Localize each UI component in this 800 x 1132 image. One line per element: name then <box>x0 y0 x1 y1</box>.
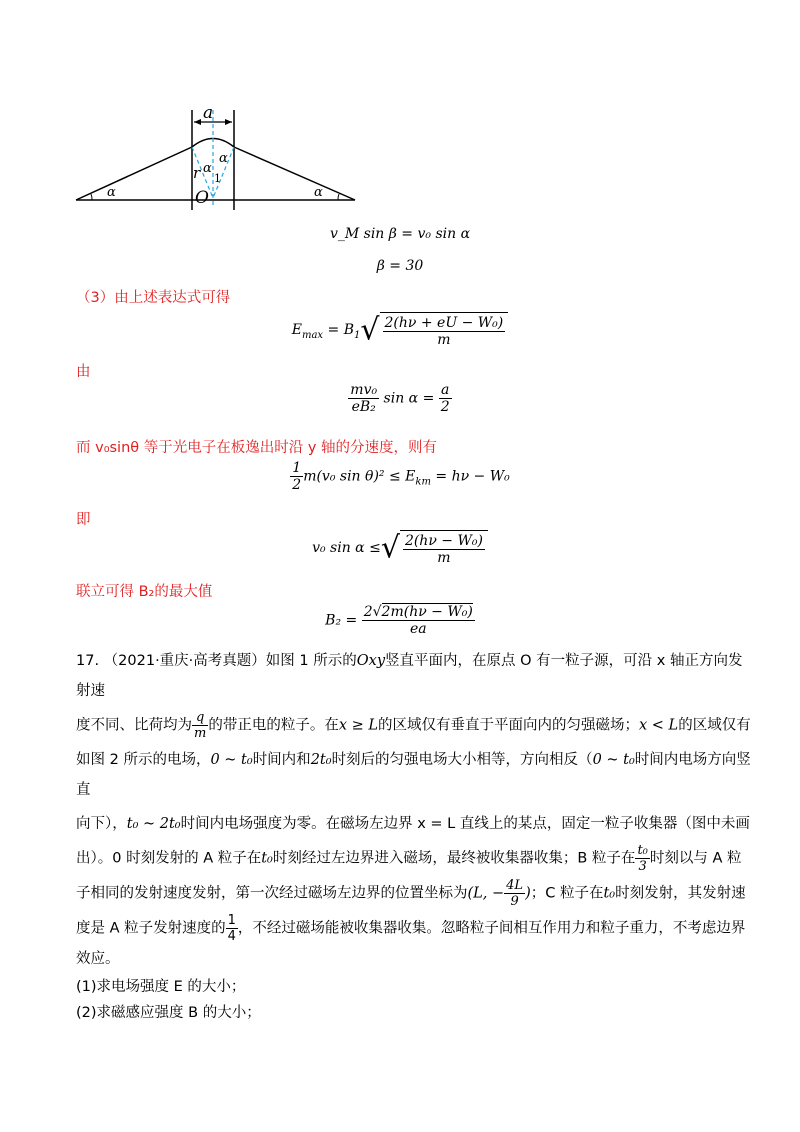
geometry-figure <box>70 100 370 215</box>
label-1: 1 <box>214 172 221 185</box>
question-2: (2)求磁感应强度 B 的大小； <box>76 1005 261 1021</box>
label-alpha-inner1: α <box>203 161 212 176</box>
you-label: 由 <box>76 364 91 380</box>
label-alpha-left: α <box>107 185 116 200</box>
equation-beta: β = 30 <box>376 258 424 274</box>
part3-intro: （3）由上述表达式可得 <box>76 290 231 306</box>
problem-line-7: 度是 A 粒子发射速度的 $\frac{1}{4}$ ，不经过磁场能被收集器收集。忽略粒子间相互作用力和粒子重力，不考虑边界 <box>76 913 746 944</box>
equation-emax: $E_{max} = B_1√$ $\frac{\text{2(hν + eU − W₀)}}{m}$ <box>0 312 800 348</box>
label-alpha-right: α <box>314 185 323 200</box>
left-slope <box>76 147 192 200</box>
equation-energy: $\frac{1}{2}$ m(v₀ $\sin \theta)^2 \le E_{km} = h\nu - W_0$ <box>292 460 510 493</box>
problem-17 <box>76 646 756 1026</box>
right-slope <box>234 147 355 200</box>
equation-radius: $\frac{\text{mv₀}}{\text{eB₂}}$ sin α = $\frac{a}{2}$ <box>350 382 450 415</box>
problem-line-6: 子相同的发射速度发射，第一次经过磁场左边界的位置坐标为(L, − $\frac{4L}{9}$ )；C 粒子在t₀时刻发射，其发射速 <box>76 878 746 909</box>
equation-v0: v₀ sin α ≤√ $\frac{\text{2(hν − W₀)}}{m}$ <box>0 530 800 566</box>
equation-b2: B₂ = $\frac{\text{2√2m(hν − W₀)}}{ea}$ <box>325 604 473 637</box>
equation-vm: v_M sin β = v₀ sin α <box>329 226 471 242</box>
problem-line-8: 效应。 <box>76 951 120 967</box>
label-a: a <box>203 103 214 123</box>
problem-line-4: 向下），t₀ ~ 2t₀时间内电场强度为零。在磁场左边界 x = L 直线上的某点，固定一粒子收集器（图中未画 <box>76 816 750 832</box>
problem-line-1: 17. （2021·重庆·高考真题）如图 1 所示的Oxy竖直平面内，在原点 O 有一粒子源，可沿 x 轴正方向发射速 <box>76 653 743 699</box>
question-1: (1)求电场强度 E 的大小； <box>76 979 246 995</box>
label-alpha-inner2: α <box>219 151 228 166</box>
label-O: O <box>195 188 209 208</box>
text-er: 而 v₀sinθ 等于光电子在板逸出时沿 y 轴的分速度，则有 <box>76 440 438 456</box>
problem-line-5: 出）。0 时刻发射的 A 粒子在t₀时刻经过左边界进入磁场，最终被收集器收集；B 粒子在 $\frac{\text{t₀}}{3}$ 时刻以与 A 粒 <box>76 843 742 874</box>
label-r: r <box>193 164 201 182</box>
ji-label: 即 <box>76 512 91 528</box>
lianli-text: 联立可得 B₂的最大值 <box>76 584 213 600</box>
problem-line-3: 如图 2 所示的电场，0 ~ t₀时间内和2t₀时刻后的匀强电场大小相等，方向相反（0 ~ t₀时间内电场方向竖直 <box>76 752 751 798</box>
problem-line-2: 度不同、比荷均为 $\frac{q}{m}$ 的带正电的粒子。在x ≥ L的区域仅有垂直于平面向内的匀强磁场；x < L的区域仅有 <box>76 710 751 741</box>
